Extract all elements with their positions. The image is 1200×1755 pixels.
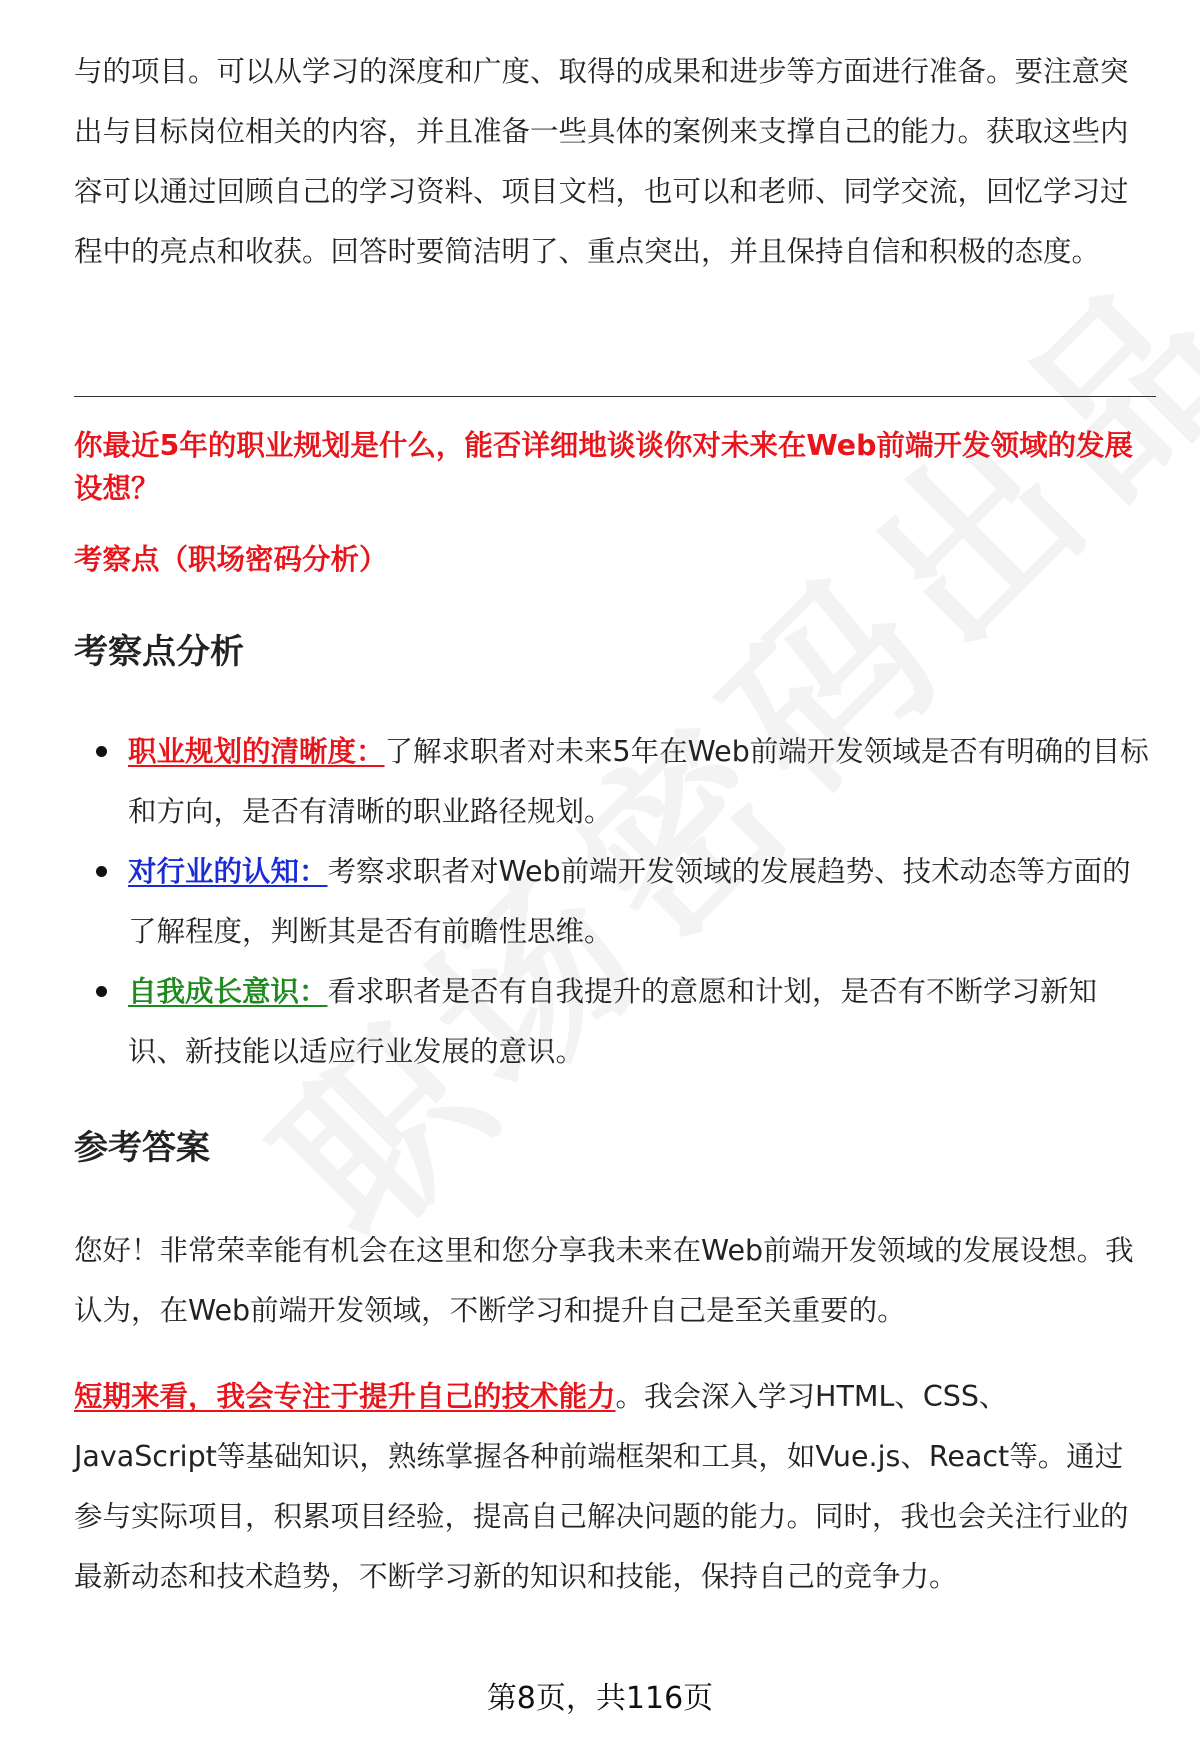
analysis-text: 考察求职者对Web前端开发领域的发展趋势、技术动态等方面的了解程度，判断其是否有前瞻性思维。 [128, 855, 1131, 948]
intro-paragraph: 与的项目。可以从学习的深度和广度、取得的成果和进步等方面进行准备。要注意突出与目标岗位相关的内容，并且准备一些具体的案例来支撑自己的能力。获取这些内容可以通过回顾自己的学习资料、项目文档，也可以和老师、同学交流，回忆学习过程中的亮点和收获。回答时要简洁明了、重点突出，并且保持自信和积极的态度。 [74, 55, 1129, 268]
short-term-paragraph [74, 1367, 1144, 1607]
analysis-text: 看求职者是否有自我提升的意愿和计划，是否有不断学习新知识、新技能以适应行业发展的意识。 [128, 975, 1098, 1068]
section-divider [74, 396, 1156, 397]
answer-heading: 参考答案 [74, 1128, 210, 1168]
answer-intro: 您好！非常荣幸能有机会在这里和您分享我未来在Web前端开发领域的发展设想。我认为，在Web前端开发领域，不断学习和提升自己是至关重要的。 [74, 1234, 1134, 1327]
analysis-item [74, 722, 1154, 842]
analysis-item [74, 962, 1154, 1082]
short-term-highlight: 短期来看，我会专注于提升自己的技术能力 [74, 1380, 616, 1413]
exam-point-label: 考察点（职场密码分析） [74, 543, 388, 576]
analysis-keyword: 职业规划的清晰度： [128, 735, 385, 768]
analysis-heading: 考察点分析 [74, 632, 244, 672]
analysis-keyword: 自我成长意识： [128, 975, 328, 1008]
bullet-dot-icon [96, 986, 107, 997]
page-number: 第8页，共116页 [486, 1681, 714, 1716]
analysis-text: 了解求职者对未来5年在Web前端开发领域是否有明确的目标和方向，是否有清晰的职业路径规划。 [128, 735, 1149, 828]
short-term-text: 。我会深入学习HTML、CSS、JavaScript等基础知识，熟练掌握各种前端框架和工具，如Vue.js、React等。通过参与实际项目，积累项目经验，提高自己解决问题的能力。同时，我也会关注行业的最新动态和技术趋势，不断学习新的知识和技能，保持自己的竞争力。 [74, 1380, 1129, 1593]
analysis-list [74, 722, 1154, 1082]
analysis-item [74, 842, 1154, 962]
bullet-dot-icon [96, 866, 107, 877]
bullet-dot-icon [96, 746, 107, 757]
question-title: 你最近5年的职业规划是什么，能否详细地谈谈你对未来在Web前端开发领域的发展设想？ [74, 429, 1133, 505]
analysis-keyword: 对行业的认知： [128, 855, 328, 888]
